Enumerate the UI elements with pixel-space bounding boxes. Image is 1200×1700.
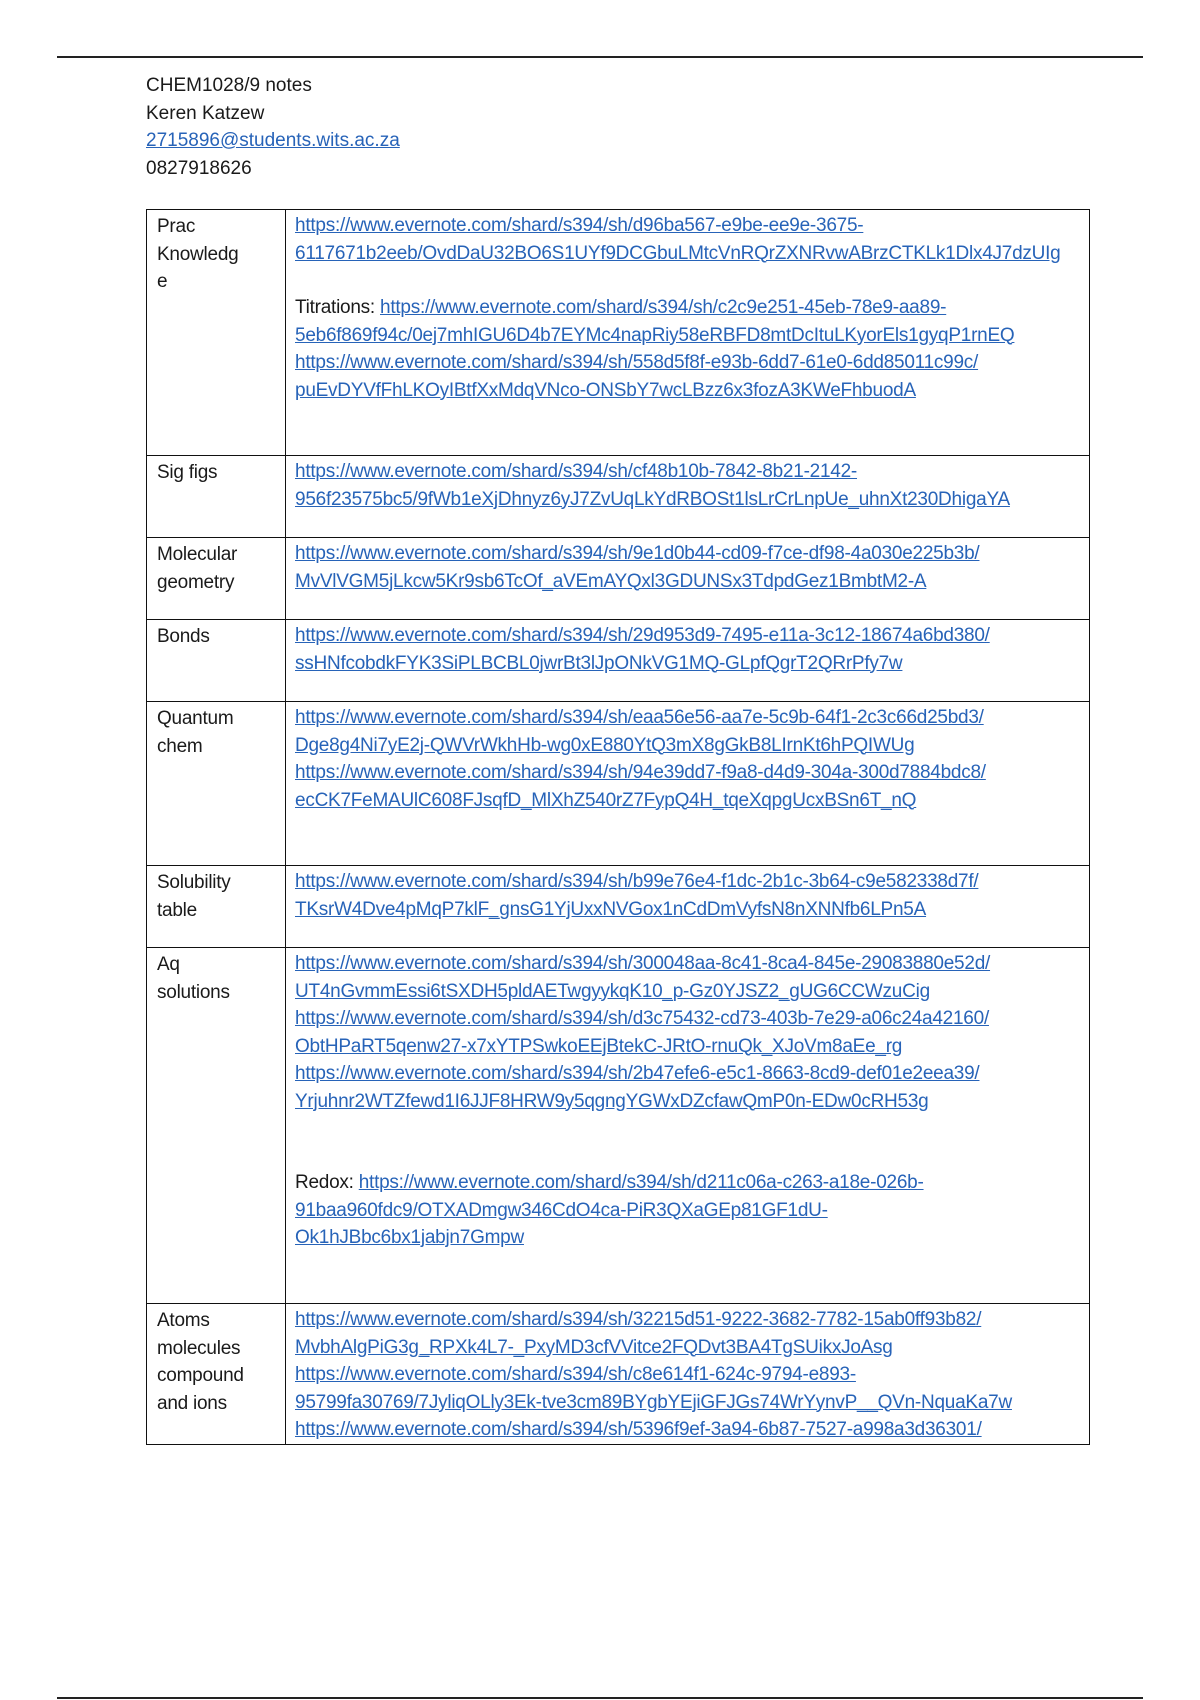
note-link[interactable]: https://www.evernote.com/shard/s394/sh/9e1d0b44-cd09-f7ce-df98-4a030e225b3b/ MvVlVGM5jLkcw5Kr9sb6TcOf_aVEmAYQxl3GDUNSx3TdpdGez1BmbtM2-A: [295, 543, 980, 592]
author-name: Keren Katzew: [146, 102, 265, 124]
note-link[interactable]: https://www.evernote.com/shard/s394/sh/b99e76e4-f1dc-2b1c-3b64-c9e582338d7f/ TKsrW4Dve4pMqP7klF_gnsG1YjUxxNVGox1nCdDmVyfsN8nXNNfb6LPn5A: [295, 871, 979, 920]
topic-label: Prac Knowledg e: [157, 216, 239, 292]
author-email-link[interactable]: 2715896@students.wits.ac.za: [146, 130, 400, 151]
table-row: [147, 538, 1090, 620]
topic-cell: [147, 866, 286, 948]
notes-table: [146, 209, 1090, 1445]
topic-cell: [147, 1304, 286, 1445]
topic-label: Molecular geometry: [157, 544, 238, 593]
note-link[interactable]: https://www.evernote.com/shard/s394/sh/cf48b10b-7842-8b21-2142- 956f23575bc5/9fWb1eXjDhnyz6yJ7ZvUqLkYdRBOSt1lsLrCrLnpUe_uhnXt230DhigaYA: [295, 461, 1010, 510]
links-cell: [286, 948, 1090, 1304]
table-row: [147, 210, 1090, 456]
note-link[interactable]: https://www.evernote.com/shard/s394/sh/eaa56e56-aa7e-5c9b-64f1-2c3c66d25bd3/ Dge8g4Ni7yE2j-QWVrWkhHb-wg0xE880YtQ3mX8gGkB8LIrnKt6hPQIWUg: [295, 707, 984, 756]
topic-label: Bonds: [157, 626, 210, 647]
links-cell: [286, 620, 1090, 702]
links-cell: [286, 702, 1090, 866]
topic-cell: [147, 948, 286, 1304]
links-cell: [286, 1304, 1090, 1445]
note-link[interactable]: https://www.evernote.com/shard/s394/sh/5396f9ef-3a94-6b87-7527-a998a3d36301/: [295, 1419, 982, 1440]
topic-label: Sig figs: [157, 462, 218, 483]
topic-cell: [147, 702, 286, 866]
bottom-rule: [57, 1697, 1143, 1699]
note-link[interactable]: https://www.evernote.com/shard/s394/sh/c8e614f1-624c-9794-e893- 95799fa30769/7JyliqOLly3Ek-tve3cm89BYgbYEjiGFJGs74WrYynvP__QVn-NquaKa7w: [295, 1364, 1012, 1413]
note-link[interactable]: https://www.evernote.com/shard/s394/sh/2b47efe6-e5c1-8663-8cd9-def01e2eea39/ Yrjuhnr2WTZfewd1I6JJF8HRW9y5qgngYGWxDZcfawQmP0n-EDw0cRH53g: [295, 1063, 980, 1112]
note-link[interactable]: https://www.evernote.com/shard/s394/sh/29d953d9-7495-e11a-3c12-18674a6bd380/ ssHNfcobdkFYK3SiPLBCBL0jwrBt3lJpONkVG1MQ-GLpfQgrT2QRrPfy7w: [295, 625, 990, 674]
author-phone: 0827918626: [146, 157, 252, 179]
table-row: [147, 702, 1090, 866]
titrations-label: Titrations:: [295, 297, 380, 318]
note-link[interactable]: https://www.evernote.com/shard/s394/sh/c2c9e251-45eb-78e9-aa89- 5eb6f869f94c/0ej7mhIGU6D4b7EYMc4napRiy58eRBFD8mtDcItuLKyorEls1gyqP1rnEQ: [295, 297, 1015, 346]
links-cell: [286, 538, 1090, 620]
table-row: [147, 1304, 1090, 1445]
note-link[interactable]: https://www.evernote.com/shard/s394/sh/94e39dd7-f9a8-d4d9-304a-300d7884bdc8/ ecCK7FeMAUlC608FJsqfD_MlXhZ540rZ7FypQ4H_tqeXqpgUcxBSn6T_nQ: [295, 762, 986, 811]
topic-cell: [147, 538, 286, 620]
doc-title: CHEM1028/9 notes: [146, 75, 312, 96]
links-cell: [286, 866, 1090, 948]
note-link[interactable]: https://www.evernote.com/shard/s394/sh/d3c75432-cd73-403b-7e29-a06c24a42160/ ObtHPaRT5qenw27-x7xYTPSwkoEEjBtekC-JRtO-rnuQk_XJoVm8aEe_rg: [295, 1008, 989, 1057]
table-row: [147, 620, 1090, 702]
note-link[interactable]: https://www.evernote.com/shard/s394/sh/d211c06a-c263-a18e-026b- 91baa960fdc9/OTXADmgw346CdO4ca-PiR3QXaGEp81GF1dU- Ok1hJBbc6bx1jabjn7Gmpw: [295, 1172, 924, 1248]
redox-label: Redox:: [295, 1172, 359, 1193]
topic-cell: [147, 456, 286, 538]
topic-label: Atoms molecules compound and ions: [157, 1310, 244, 1414]
table-row: [147, 456, 1090, 538]
topic-cell: [147, 210, 286, 456]
topic-cell: [147, 620, 286, 702]
note-link[interactable]: https://www.evernote.com/shard/s394/sh/32215d51-9222-3682-7782-15ab0ff93b82/ MvbhAlgPiG3g_RPXk4L7-_PxyMD3cfVVitce2FQDvt3BA4TgSUikxJoAsg: [295, 1309, 982, 1358]
links-cell: [286, 210, 1090, 456]
document-header: [146, 72, 400, 182]
note-link[interactable]: https://www.evernote.com/shard/s394/sh/558d5f8f-e93b-6dd7-61e0-6dd85011c99c/ puEvDYVfFhLKOyIBtfXxMdqVNco-ONSbY7wcLBzz6x3fozA3KWeFhbuodA: [295, 352, 979, 401]
topic-label: Quantum chem: [157, 708, 234, 757]
note-link[interactable]: https://www.evernote.com/shard/s394/sh/d96ba567-e9be-ee9e-3675- 6117671b2eeb/OvdDaU32BO6S1UYf9DCGbuLMtcVnRQrZXNRvwABrzCTKLk1Dlx4J7dzUIg: [295, 215, 1061, 264]
topic-label: Solubility table: [157, 872, 231, 921]
top-rule: [57, 56, 1143, 58]
links-cell: [286, 456, 1090, 538]
topic-label: Aq solutions: [157, 954, 230, 1003]
table-row: [147, 866, 1090, 948]
table-row: [147, 948, 1090, 1304]
note-link[interactable]: https://www.evernote.com/shard/s394/sh/300048aa-8c41-8ca4-845e-29083880e52d/ UT4nGvmmEssi6tSXDH5pldAETwgyykqK10_p-Gz0YJSZ2_gUG6CCWzuCig: [295, 953, 991, 1002]
